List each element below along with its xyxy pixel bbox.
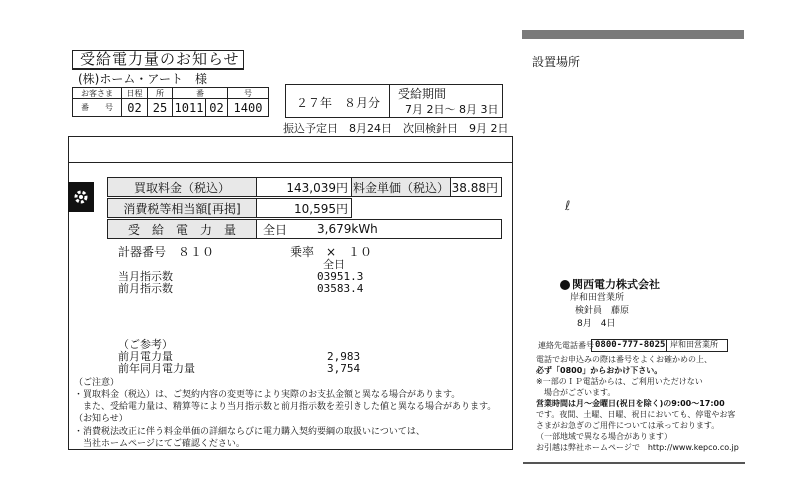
contact-line: 必ず「0800」からおかけ下さい。	[536, 366, 663, 375]
meter-all-day: 全日	[323, 258, 345, 271]
contact-line: （一部地域で異なる場合があります）	[536, 432, 672, 441]
contact-label: 連絡先電話番号	[538, 341, 594, 350]
scan-mark: ℓ	[565, 199, 571, 214]
unit-price-value: 38.88円	[450, 177, 502, 197]
notice-line: ・消費税法改正に伴う料金単価の詳細ならびに電力購入契約要綱の取扱いについては、	[74, 427, 425, 437]
contact-line: ※一部のＩＰ電話からは、ご利用いただけない	[536, 377, 703, 386]
contact-phone: 0800-777-8025	[591, 339, 667, 352]
customer-no-1: 02	[121, 98, 148, 117]
prev-month-power-value: 2,983	[327, 350, 361, 363]
kepco-small-logo-icon	[560, 280, 570, 290]
reference-title: （ご参考）	[118, 338, 173, 351]
prev-reading-label: 前月指示数	[118, 282, 173, 295]
company-name: 関西電力株式会社	[572, 278, 660, 291]
unit-price-label: 料金単価（税込）	[351, 177, 451, 197]
purchase-fee-value: 143,039円	[256, 177, 352, 197]
purchase-fee-label: 買取料金（税込）	[107, 177, 257, 197]
customer-no-label-bottom: 番 号	[72, 98, 122, 117]
customer-no-4: 02	[205, 98, 228, 117]
prev-year-power-label: 前年同月電力量	[118, 362, 195, 375]
notice-line: 当社ホームページにてご確認ください。	[74, 439, 245, 449]
customer-no-2: 25	[147, 98, 173, 117]
tax-label: 消費税等相当額[再掲]	[107, 198, 257, 218]
header-sho: 所	[147, 87, 173, 99]
tax-value: 10,595円	[256, 198, 352, 218]
meter-ratio: 乗率 × １０	[290, 245, 373, 259]
header-ban: 番	[172, 87, 228, 99]
page-title: 受給電力量のお知らせ	[80, 50, 240, 68]
contact-line: 場合がございます。	[536, 388, 616, 397]
prev-reading-value: 03583.4	[317, 282, 364, 295]
header-go: 号	[227, 87, 269, 99]
bottom-divider	[523, 462, 745, 464]
period-month: ２７年 ８月分	[296, 96, 381, 110]
prev-month-power-label: 前月電力量	[118, 350, 173, 363]
inspector-name: 検針員 藤原	[575, 306, 630, 316]
top-gray-bar	[522, 30, 744, 39]
supply-period-value: 7月 2日～ 8月 3日	[405, 103, 499, 116]
supply-period-label: 受給期間	[398, 87, 447, 101]
current-reading-value: 03951.3	[317, 270, 364, 283]
contact-line: 電話でお申込みの際は番号をよくお確かめの上、	[536, 355, 712, 364]
contact-line: さまがお急ぎのご用件については承っております。	[536, 421, 720, 430]
inspection-date: 8月 4日	[577, 319, 616, 329]
power-cell	[256, 219, 502, 239]
contact-line: 営業時間は月～金曜日(祝日を除く)の9:00～17:00	[536, 399, 725, 408]
power-period: 全日	[263, 222, 288, 237]
header-nittei: 日程	[121, 87, 148, 99]
customer-no-5: 1400	[227, 98, 269, 117]
power-label: 受 給 電 力 量	[107, 219, 257, 239]
customer-name: (株)ホーム・アート 様	[78, 72, 208, 86]
install-location-label: 設置場所	[532, 55, 581, 69]
office-name: 岸和田営業所	[570, 293, 625, 303]
contact-office-box: 岸和田営業所	[666, 339, 728, 352]
transfer-line: 振込予定日 8月24日 次回検針日 9月 2日	[283, 122, 509, 135]
customer-no-3: 1011	[172, 98, 206, 117]
customer-no-label-top: お客さま	[72, 87, 122, 99]
prev-year-power-value: 3,754	[327, 362, 361, 375]
kepco-logo-icon	[68, 182, 94, 212]
contact-line: です。夜間、土曜、日曜、祝日においても、停電やお客	[536, 410, 736, 419]
notes-line: また、受給電力量は、精算等により当月指示数と前月指示数を差引きした値と異なる場合があります。	[74, 402, 497, 412]
contact-line: お引越は弊社ホームページで http://www.kepco.co.jp	[536, 443, 739, 452]
power-value: 3,679kWh	[317, 222, 378, 236]
notes-heading: （ご注意）	[74, 378, 120, 388]
current-reading-label: 当月指示数	[118, 270, 173, 283]
notes-line: ・買取料金（税込）は、ご契約内容の変更等により実際のお支払金額と異なる場合があります。	[74, 390, 461, 400]
meter-no: 計器番号 ８１０	[118, 245, 215, 259]
notice-heading: （お知らせ）	[74, 414, 128, 424]
